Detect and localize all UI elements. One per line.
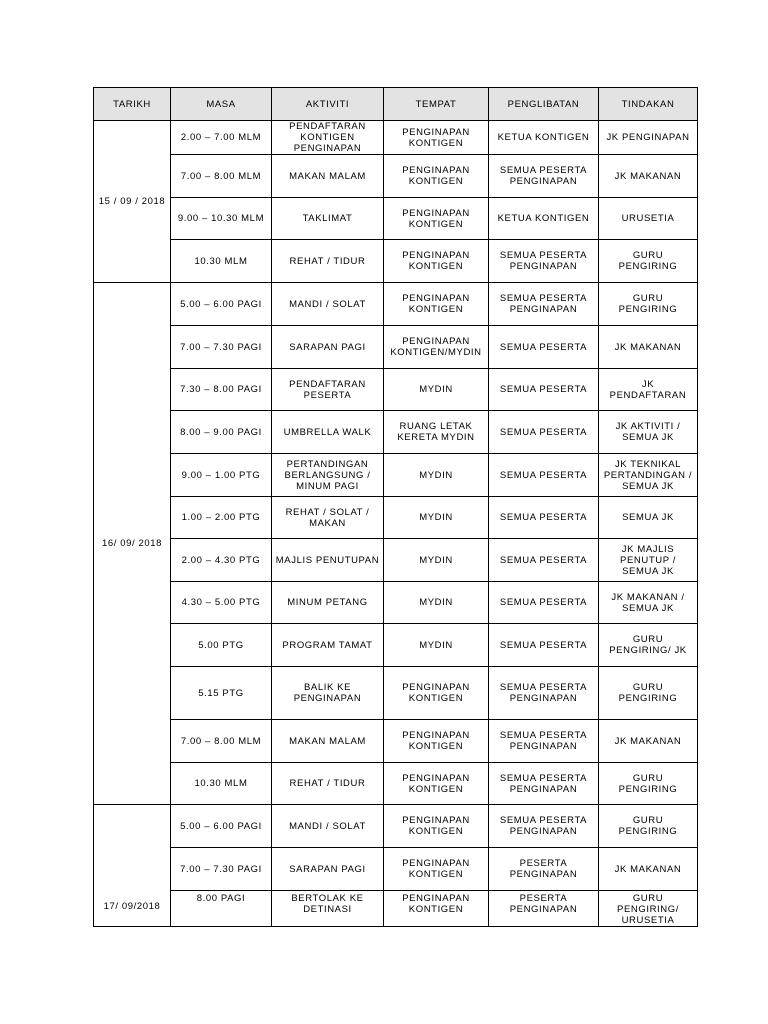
tempat-cell: PENGINAPAN KONTIGEN <box>384 121 489 155</box>
tindakan-cell: GURU PENGIRING <box>599 667 698 720</box>
tempat-cell: PENGINAPAN KONTIGEN <box>384 891 489 927</box>
tindakan-cell: JK MAKANAN / SEMUA JK <box>599 582 698 624</box>
tempat-cell: PENGINAPAN KONTIGEN <box>384 240 489 283</box>
aktiviti-cell: MAJLIS PENUTUPAN <box>272 539 384 582</box>
masa-cell: 10.30 MLM <box>171 240 272 283</box>
tindakan-cell: GURU PENGIRING <box>599 805 698 848</box>
table-row <box>94 805 698 848</box>
masa-cell: 10.30 MLM <box>171 763 272 805</box>
aktiviti-cell: MAKAN MALAM <box>272 720 384 763</box>
masa-cell: 8.00 PAGI <box>171 891 272 927</box>
tindakan-cell: JK MAKANAN <box>599 326 698 369</box>
tindakan-cell: JK AKTIVITI / SEMUA JK <box>599 411 698 454</box>
tempat-cell: MYDIN <box>384 582 489 624</box>
aktiviti-cell: BERTOLAK KE DETINASI <box>272 891 384 927</box>
aktiviti-cell: MANDI / SOLAT <box>272 805 384 848</box>
masa-cell: 2.00 – 7.00 MLM <box>171 121 272 155</box>
tindakan-cell: GURU PENGIRING <box>599 763 698 805</box>
tempat-cell: MYDIN <box>384 497 489 539</box>
penglibatan-cell: KETUA KONTIGEN <box>489 121 599 155</box>
tindakan-cell: JK MAJLIS PENUTUP / SEMUA JK <box>599 539 698 582</box>
aktiviti-cell: REHAT / SOLAT / MAKAN <box>272 497 384 539</box>
table-row <box>94 240 698 283</box>
table-row <box>94 891 698 927</box>
tindakan-cell: GURU PENGIRING/ JK <box>599 624 698 667</box>
penglibatan-cell: SEMUA PESERTA <box>489 454 599 497</box>
aktiviti-cell: MINUM PETANG <box>272 582 384 624</box>
tempat-cell: PENGINAPAN KONTIGEN <box>384 283 489 326</box>
tempat-cell: PENGINAPAN KONTIGEN <box>384 805 489 848</box>
table-row <box>94 454 698 497</box>
tindakan-cell: JK MAKANAN <box>599 720 698 763</box>
tindakan-cell: JK MAKANAN <box>599 155 698 198</box>
masa-cell: 5.00 PTG <box>171 624 272 667</box>
tempat-cell: RUANG LETAK KERETA MYDIN <box>384 411 489 454</box>
penglibatan-cell: PESERTA PENGINAPAN <box>489 891 599 927</box>
tindakan-cell: JK PENDAFTARAN <box>599 369 698 411</box>
table-row <box>94 539 698 582</box>
masa-cell: 5.15 PTG <box>171 667 272 720</box>
table-row <box>94 411 698 454</box>
tempat-cell: PENGINAPAN KONTIGEN <box>384 848 489 891</box>
aktiviti-cell: SARAPAN PAGI <box>272 326 384 369</box>
penglibatan-cell: SEMUA PESERTA <box>489 582 599 624</box>
penglibatan-cell: SEMUA PESERTA PENGINAPAN <box>489 155 599 198</box>
penglibatan-cell: SEMUA PESERTA <box>489 411 599 454</box>
tempat-cell: PENGINAPAN KONTIGEN <box>384 667 489 720</box>
penglibatan-cell: SEMUA PESERTA PENGINAPAN <box>489 763 599 805</box>
tempat-cell: MYDIN <box>384 454 489 497</box>
tindakan-cell: SEMUA JK <box>599 497 698 539</box>
tindakan-cell: JK PENGINAPAN <box>599 121 698 155</box>
table-row <box>94 624 698 667</box>
header-tarikh: TARIKH <box>94 88 171 121</box>
table-row <box>94 121 698 155</box>
masa-cell: 7.30 – 8.00 PAGI <box>171 369 272 411</box>
date-cell: 16/ 09/ 2018 <box>94 283 171 805</box>
tempat-cell: MYDIN <box>384 369 489 411</box>
tindakan-cell: JK MAKANAN <box>599 848 698 891</box>
aktiviti-cell: MANDI / SOLAT <box>272 283 384 326</box>
penglibatan-cell: SEMUA PESERTA PENGINAPAN <box>489 240 599 283</box>
header-penglibatan: PENGLIBATAN <box>489 88 599 121</box>
tindakan-cell: JK TEKNIKAL PERTANDINGAN / SEMUA JK <box>599 454 698 497</box>
tindakan-cell: GURU PENGIRING <box>599 283 698 326</box>
table-row <box>94 326 698 369</box>
table-row <box>94 369 698 411</box>
masa-cell: 5.00 – 6.00 PAGI <box>171 283 272 326</box>
table-row <box>94 848 698 891</box>
date-cell: 17/ 09/2018 <box>94 805 171 927</box>
header-aktiviti: AKTIVITI <box>272 88 384 121</box>
header-tindakan: TINDAKAN <box>599 88 698 121</box>
aktiviti-cell: MAKAN MALAM <box>272 155 384 198</box>
table-row <box>94 720 698 763</box>
masa-cell: 9.00 – 10.30 MLM <box>171 198 272 240</box>
aktiviti-cell: BALIK KE PENGINAPAN <box>272 667 384 720</box>
table-row <box>94 667 698 720</box>
table-row <box>94 198 698 240</box>
penglibatan-cell: KETUA KONTIGEN <box>489 198 599 240</box>
tempat-cell: PENGINAPAN KONTIGEN <box>384 763 489 805</box>
masa-cell: 7.00 – 7.30 PAGI <box>171 326 272 369</box>
penglibatan-cell: SEMUA PESERTA <box>489 539 599 582</box>
tempat-cell: MYDIN <box>384 539 489 582</box>
tempat-cell: PENGINAPAN KONTIGEN/MYDIN <box>384 326 489 369</box>
header-masa: MASA <box>171 88 272 121</box>
masa-cell: 1.00 – 2.00 PTG <box>171 497 272 539</box>
aktiviti-cell: PENDAFTARAN KONTIGEN PENGINAPAN <box>272 121 384 155</box>
aktiviti-cell: PENDAFTARAN PESERTA <box>272 369 384 411</box>
penglibatan-cell: SEMUA PESERTA PENGINAPAN <box>489 667 599 720</box>
tindakan-cell: URUSETIA <box>599 198 698 240</box>
masa-cell: 4.30 – 5.00 PTG <box>171 582 272 624</box>
masa-cell: 8.00 – 9.00 PAGI <box>171 411 272 454</box>
tempat-cell: MYDIN <box>384 624 489 667</box>
masa-cell: 7.00 – 8.00 MLM <box>171 720 272 763</box>
masa-cell: 2.00 – 4.30 PTG <box>171 539 272 582</box>
table-row <box>94 497 698 539</box>
penglibatan-cell: SEMUA PESERTA <box>489 624 599 667</box>
table-row <box>94 155 698 198</box>
aktiviti-cell: SARAPAN PAGI <box>272 848 384 891</box>
penglibatan-cell: PESERTA PENGINAPAN <box>489 848 599 891</box>
table-row <box>94 582 698 624</box>
penglibatan-cell: SEMUA PESERTA PENGINAPAN <box>489 805 599 848</box>
penglibatan-cell: SEMUA PESERTA PENGINAPAN <box>489 720 599 763</box>
aktiviti-cell: TAKLIMAT <box>272 198 384 240</box>
tempat-cell: PENGINAPAN KONTIGEN <box>384 198 489 240</box>
tindakan-cell: GURU PENGIRING <box>599 240 698 283</box>
aktiviti-cell: UMBRELLA WALK <box>272 411 384 454</box>
tempat-cell: PENGINAPAN KONTIGEN <box>384 720 489 763</box>
masa-cell: 7.00 – 7.30 PAGI <box>171 848 272 891</box>
masa-cell: 9.00 – 1.00 PTG <box>171 454 272 497</box>
date-cell: 15 / 09 / 2018 <box>94 121 171 283</box>
tempat-cell: PENGINAPAN KONTIGEN <box>384 155 489 198</box>
aktiviti-cell: REHAT / TIDUR <box>272 240 384 283</box>
schedule-table <box>93 87 698 927</box>
penglibatan-cell: SEMUA PESERTA <box>489 497 599 539</box>
aktiviti-cell: PROGRAM TAMAT <box>272 624 384 667</box>
penglibatan-cell: SEMUA PESERTA <box>489 326 599 369</box>
header-row <box>94 88 698 121</box>
masa-cell: 5.00 – 6.00 PAGI <box>171 805 272 848</box>
table-row <box>94 763 698 805</box>
aktiviti-cell: PERTANDINGAN BERLANGSUNG / MINUM PAGI <box>272 454 384 497</box>
masa-cell: 7.00 – 8.00 MLM <box>171 155 272 198</box>
header-tempat: TEMPAT <box>384 88 489 121</box>
tindakan-cell: GURU PENGIRING/ URUSETIA <box>599 891 698 927</box>
penglibatan-cell: SEMUA PESERTA PENGINAPAN <box>489 283 599 326</box>
table-row <box>94 283 698 326</box>
aktiviti-cell: REHAT / TIDUR <box>272 763 384 805</box>
penglibatan-cell: SEMUA PESERTA <box>489 369 599 411</box>
